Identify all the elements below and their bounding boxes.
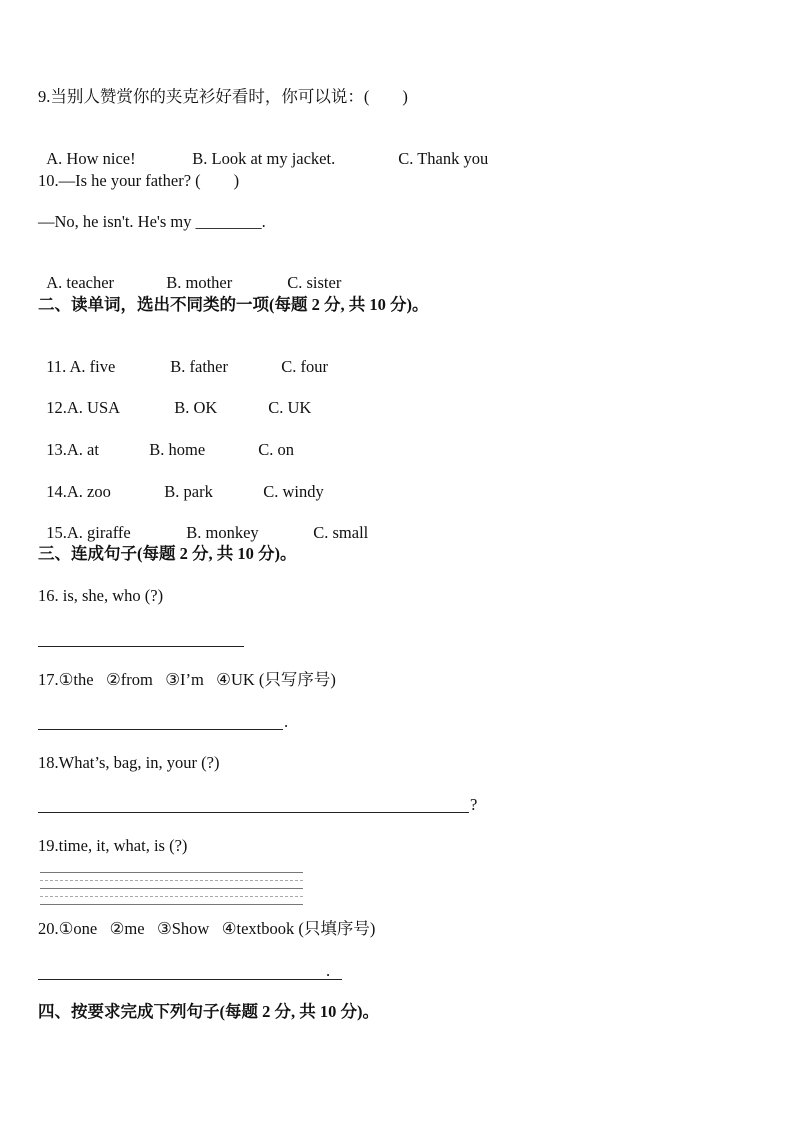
option-b: B. father xyxy=(170,357,228,376)
question-9-options xyxy=(38,129,488,169)
section-3-heading: 三、连成句子(每题 2 分, 共 10 分)。 xyxy=(38,544,297,563)
option-b: B. monkey xyxy=(186,523,259,542)
section-4-heading: 四、按要求完成下列句子(每题 2 分, 共 10 分)。 xyxy=(38,1002,379,1021)
option-c: C. small xyxy=(313,523,369,542)
question-17-stem: 17.①the ②from ③I’m ④UK (只写序号) xyxy=(38,670,336,689)
writing-lines-19[interactable] xyxy=(40,872,303,906)
option-b: B. Look at my jacket. xyxy=(192,149,336,168)
option-a: A. How nice! xyxy=(46,149,136,168)
answer-line-18[interactable] xyxy=(38,812,469,813)
question-19-stem: 19.time, it, what, is (?) xyxy=(38,836,188,855)
question-16-stem: 16. is, she, who (?) xyxy=(38,586,164,605)
option-a: 13.A. at xyxy=(46,440,99,459)
option-a: 15.A. giraffe xyxy=(46,523,131,542)
question-18-stem: 18.What’s, bag, in, your (?) xyxy=(38,753,220,772)
answer-20-period: . xyxy=(326,961,331,980)
answer-line-20[interactable] xyxy=(38,979,342,980)
option-c: C. UK xyxy=(268,398,312,417)
option-c: C. Thank you xyxy=(398,149,489,168)
answer-17-period: . xyxy=(284,712,289,731)
question-10-options xyxy=(38,253,341,293)
option-c: C. sister xyxy=(287,273,342,292)
question-14 xyxy=(38,462,324,502)
option-b: B. OK xyxy=(174,398,218,417)
option-b: B. home xyxy=(149,440,206,459)
answer-line-16[interactable] xyxy=(38,646,244,647)
question-15 xyxy=(38,503,368,543)
section-2-heading: 二、读单词，选出不同类的一项(每题 2 分, 共 10 分)。 xyxy=(38,295,429,314)
question-10-stem: 10.—Is he your father? ( ) xyxy=(38,171,240,190)
option-c: C. on xyxy=(258,440,295,459)
question-12 xyxy=(38,378,311,418)
option-b: B. park xyxy=(164,482,213,501)
option-c: C. four xyxy=(281,357,328,376)
question-20-stem: 20.①one ②me ③Show ④textbook (只填序号) xyxy=(38,919,376,938)
option-c: C. windy xyxy=(263,482,324,501)
option-b: B. mother xyxy=(166,273,233,292)
option-a: 14.A. zoo xyxy=(46,482,111,501)
question-13 xyxy=(38,420,294,460)
option-a: 12.A. USA xyxy=(46,398,121,417)
question-10-reply: —No, he isn't. He's my ________. xyxy=(38,212,266,231)
question-9-stem: 9.当别人赞赏你的夹克衫好看时，你可以说：( ) xyxy=(38,87,408,106)
option-a: A. teacher xyxy=(46,273,115,292)
option-a: 11. A. five xyxy=(46,357,116,376)
answer-line-17[interactable] xyxy=(38,729,283,730)
answer-18-question-mark: ? xyxy=(470,795,478,814)
question-11 xyxy=(38,337,328,377)
